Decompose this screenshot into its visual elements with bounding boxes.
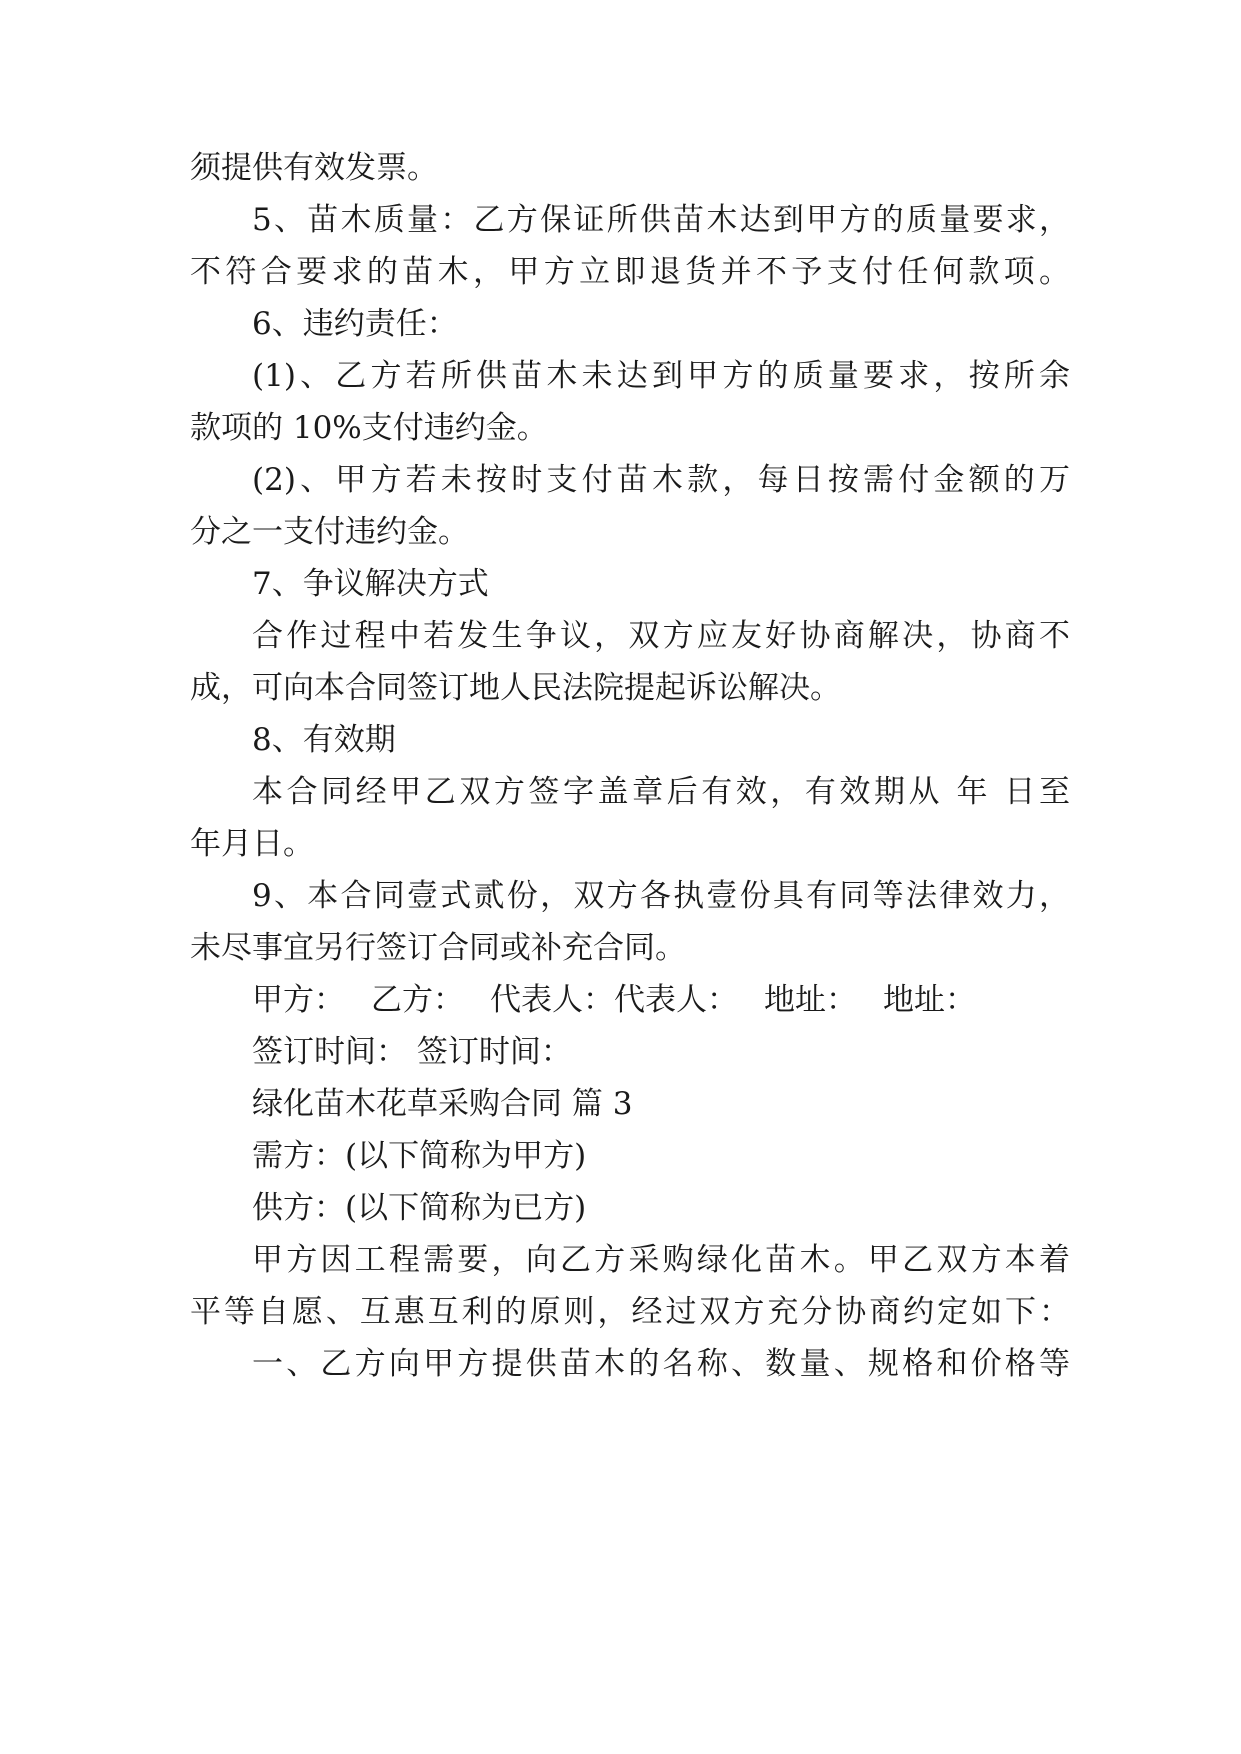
text-line: 款项的 10%支付违约金。	[190, 410, 548, 446]
text-line: 6、违约责任：	[252, 306, 458, 342]
address-label-b: 地址：	[883, 982, 976, 1018]
text-line: 需方：(以下简称为甲方)	[252, 1138, 587, 1174]
text-line: 平等自愿、互惠互利的原则，经过双方充分协商约定如下：	[190, 1294, 1070, 1330]
text-line: 供方：(以下简称为已方)	[252, 1190, 587, 1226]
text-line: (1)、乙方若所供苗木未达到甲方的质量要求，按所余	[252, 358, 1070, 394]
sign-date-line: 签订时间： 签订时间：	[252, 1034, 572, 1070]
section-heading: 绿化苗木花草采购合同 篇 3	[252, 1086, 633, 1122]
text-line: 成，可向本合同签订地人民法院提起诉讼解决。	[190, 670, 841, 706]
text-line: 5、苗木质量：乙方保证所供苗木达到甲方的质量要求，	[252, 202, 1070, 238]
party-a-label: 甲方：	[252, 982, 345, 1018]
text-line: 不符合要求的苗木，甲方立即退货并不予支付任何款项。	[190, 254, 1070, 290]
party-b-label: 乙方：	[371, 982, 464, 1018]
text-line: 未尽事宜另行签订合同或补充合同。	[190, 930, 686, 966]
address-label-a: 地址：	[764, 982, 857, 1018]
text-line: 9、本合同壹式贰份，双方各执壹份具有同等法律效力，	[252, 878, 1070, 914]
text-line: 合作过程中若发生争议，双方应友好协商解决，协商不	[252, 618, 1070, 654]
signature-row	[252, 980, 1070, 1020]
text-line: 7、争议解决方式	[252, 566, 489, 602]
text-line: 8、有效期	[252, 722, 396, 758]
representative-labels: 代表人：代表人：	[490, 982, 738, 1018]
text-line: 分之一支付违约金。	[190, 514, 469, 550]
text-line: 年月日。	[190, 826, 314, 862]
text-line: (2)、甲方若未按时支付苗木款，每日按需付金额的万	[252, 462, 1070, 498]
text-line: 甲方因工程需要，向乙方采购绿化苗木。甲乙双方本着	[252, 1242, 1070, 1278]
text-line: 须提供有效发票。	[190, 150, 438, 186]
text-line: 一、乙方向甲方提供苗木的名称、数量、规格和价格等	[252, 1346, 1070, 1382]
text-line: 本合同经甲乙双方签字盖章后有效，有效期从 年 日至	[252, 774, 1070, 810]
